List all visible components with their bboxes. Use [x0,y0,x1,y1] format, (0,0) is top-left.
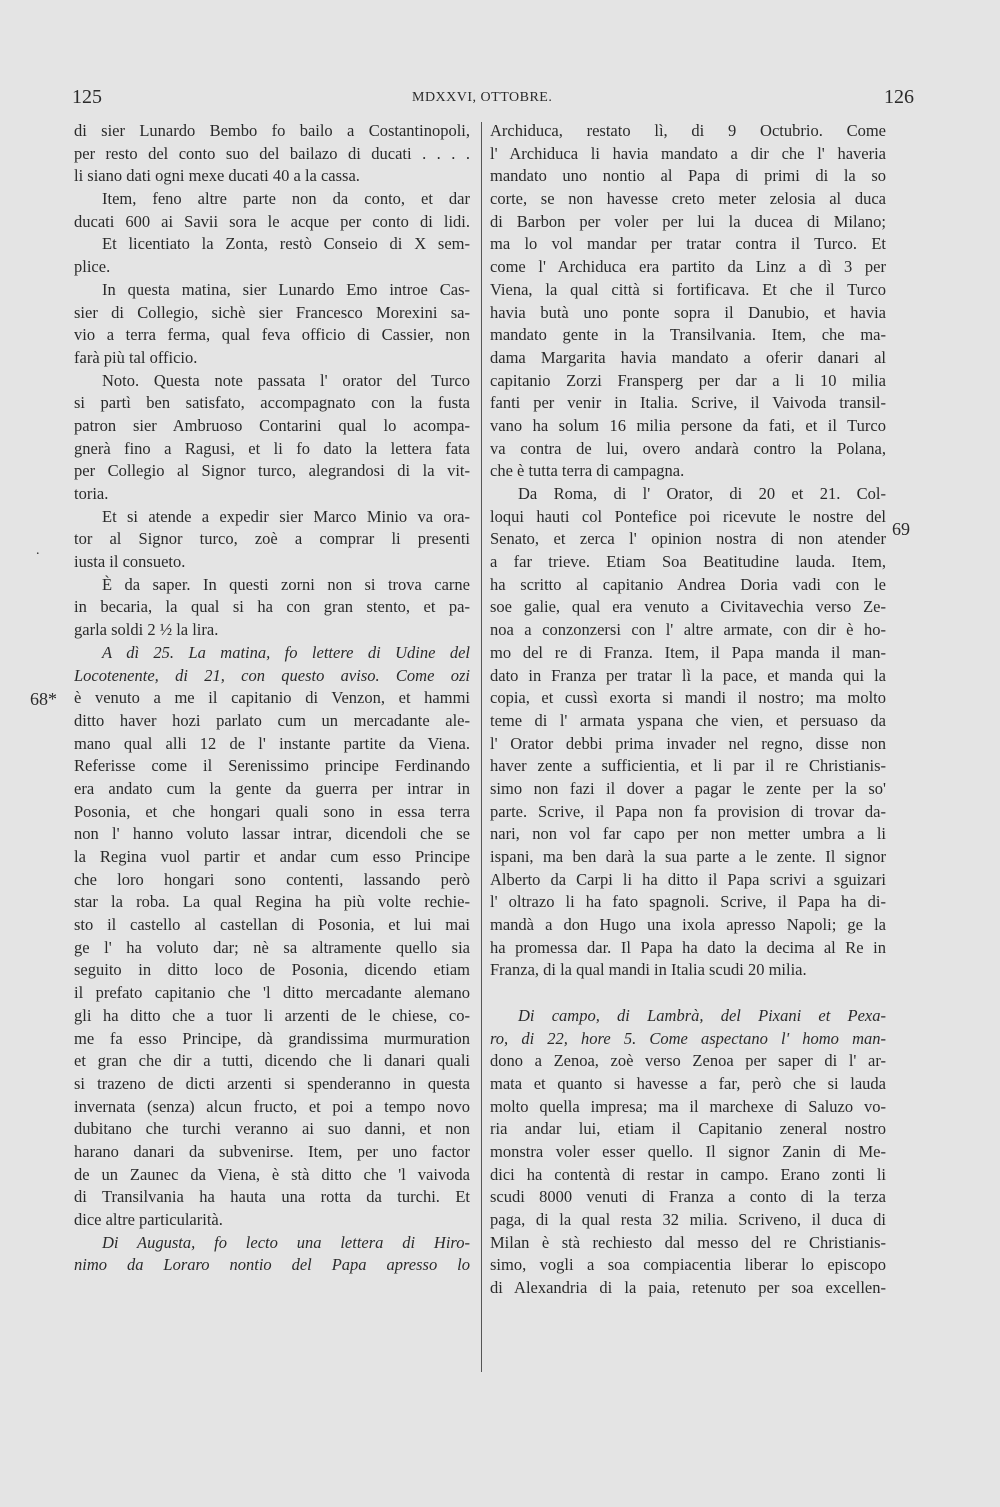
text-line: ispani, ma ben darà la sua parte a le zente. Il signor [490,847,886,866]
text-line: di Barbon per voler per lui la ducea di Milano; [490,211,886,231]
text-line: In questa matina, sier Lunardo Emo introe Cas- [102,279,470,299]
margin-dot: . [36,543,40,558]
text-line: ria andar lui, etiam il Capitanio zeneral nostro [490,1119,886,1139]
text-line: monstra voler esser quello. Il signor Zanin di Me- [490,1141,886,1161]
text-line: si partì ben satisfato, accompagnato con la fusta [74,393,470,413]
text-line: Alberto da Carpi li ha ditto il Papa scrivi a sguizari [490,869,886,889]
text-line: soe galie, qual era venuto a Civitavechia verso Ze- [490,597,886,617]
text-line: patron sier Ambruoso Contarini qual lo acompa- [74,415,470,435]
text-line: Archiduca, restato lì, di 9 Octubrio. Come [490,121,886,140]
text-line: Locotenente, di 21, con questo aviso. Come ozi [74,665,470,685]
text-line: dato in Franza per tratar lì la pace, et manda qui la [490,665,886,685]
text-line: farà più tal officio. [74,347,198,367]
text-line: l' Orator debbi prima invader nel regno, disse non [490,733,886,753]
text-line: di sier Lunardo Bembo fo bailo a Costantinopoli, [74,121,470,140]
text-line: ma lo vol mandar per tratar contra il Turco. Et [490,234,886,254]
margin-number-right: 69 [892,519,910,539]
text-line: era andato cum la gente da guerra per intrar in [74,778,470,798]
text-line: invernata (senza) alcun fructo, et poi a tempo novo [74,1096,470,1116]
text-line: de un Zaunec da Viena, è stà ditto che 'l vaivoda [74,1164,470,1184]
text-line: che loro hongari sono contenti, lassando però [74,869,470,889]
text-line: molto quella impresa; ma il marchexe di Saluzo vo- [490,1096,886,1116]
column-divider [481,122,482,1372]
text-line: simo, vogli a soa compiacentia liberar lo episcopo [490,1255,886,1275]
text-line: noa a conzonzersi con l' altre armate, con dir è ho- [490,620,886,640]
text-line: dama Margarita havia mandato a oferir danari al [490,347,886,367]
text-line: come l' Archiduca era partito da Linz a dì 3 per [490,257,886,277]
text-line: capitanio Zorzi Fransperg per dar a li 10 milia [490,370,886,390]
text-line: fanti per venir in Italia. Scrive, il Vaivoda transil- [490,393,886,413]
text-line: l' oltrazo li ha fato spagnoli. Scrive, il Papa ha di- [490,892,886,912]
text-line [490,982,886,1005]
margin-number-left: 68* [30,689,57,709]
text-line: l' Archiduca li havia mandato a dir che l' haveria [490,143,886,163]
text-line: il prefato capitanio che 'l ditto mercadante alemano [74,983,470,1003]
text-line: Senato, et zerca l' opinion nostra di non atender [490,529,886,549]
text-line: parte. Scrive, il Papa non fa provision di trovar da- [490,801,886,821]
text-line: di Alexandria di la paia, retenuto per soa excellen- [490,1278,886,1298]
text-line: dubitano che turchi veranno ai suo danni, et non [74,1119,470,1139]
text-line: paga, di la qual resta 32 milia. Scriveno, il duca di [490,1210,886,1229]
text-line: per Collegio al Signor turco, alegrandosi di la vit- [74,461,470,481]
text-line: sier di Collegio, sichè sier Francesco Morexini sa- [74,302,470,322]
text-line: tor al Signor turco, zoè a comprar li presenti [74,529,470,549]
right-page-number: 126 [884,86,914,108]
text-line: vano ha solum 16 milia persone da fati, et il Turco [490,415,886,435]
text-line: iusta il consueto. [74,552,186,572]
text-line: plice. [74,257,111,277]
text-line: nimo da Loraro nontio del Papa apresso lo [74,1255,470,1275]
text-line: ge l' ha voluto dar; nè sa altramente quello sia [74,937,470,957]
text-line: mandà a don Hugo una ixola apresso Napoli; ge la [490,915,886,935]
text-line: di Transilvania ha hauta una rotta da turchi. Et [74,1187,470,1207]
text-line: ha scritto al capitanio Andrea Doria vadi con le [490,574,886,594]
text-line: Da Roma, di l' Orator, di 20 et 21. Col- [518,484,886,503]
text-line: et gran che dir a tutti, dicendo che li danari quali [74,1051,470,1071]
left-column [74,120,470,1277]
text-line: nari, non vol far capo per non metter umbra a li [490,824,886,844]
text-line: non l' hanno voluto lassar intrar, dicendoli che se [74,824,470,844]
text-line: che è tutta terra di campagna. [490,461,685,481]
text-line: Noto. Questa note passata l' orator del Turco [102,370,470,390]
text-line: Posonia, et che hongari quali sono in essa terra [74,801,470,821]
text-line: mandato uno nontio al Papa di primi di la so [490,166,886,186]
text-line: la Regina vuol partir et andar cum esso Principe [74,847,470,866]
text-line: scudi 8000 venuti di Franza a conto di la terza [490,1187,886,1207]
text-line: li siano dati ogni mexe ducati 40 a la cassa. [74,166,360,186]
text-line: sto il castello al castellan di Posonia, et lui mai [74,915,470,935]
text-line: Et si atende a expedir sier Marco Minio va ora- [102,506,470,526]
text-line: Viena, la qual città si fortificava. Et che il Turco [490,279,886,299]
text-line: A dì 25. La matina, fo lettere di Udine del [102,642,470,662]
text-line: teme di l' armata yspana che vien, et persuaso da [490,710,886,730]
text-line: mo del re di Franza. Item, il Papa manda il man- [490,642,886,662]
text-line: è venuto a me il capitanio di Venzon, et hammi [74,688,470,708]
text-line: va contra de lui, overo andarà contro la Polana, [490,438,886,458]
text-line: ditto haver hozi parlato cum un mercadante ale- [74,710,470,730]
right-column [490,120,886,1300]
text-line: Item, feno altre parte non da conto, et dar [102,189,470,209]
text-line: garla soldi 2 ½ la lira. [74,620,219,640]
text-line: mandato gente in la Transilvania. Item, che ma- [490,325,886,345]
text-line: vio a terra ferma, qual feva officio di Cassier, non [74,325,470,345]
text-line: corte, se non havesse creto meter zelosia al duca [490,189,886,209]
text-line: gli ha ditto che a tuor li arzenti de le chiese, co- [74,1005,470,1025]
text-line: dici ha contentà di restar in campo. Erano zonti li [490,1164,886,1184]
page-header [0,86,1000,116]
text-line: dono a Zenoa, zoè verso Zenoa per saper di l' ar- [490,1051,886,1071]
text-line: per resto del conto suo del bailazo di ducati . . . . [74,143,470,163]
text-line: Di Augusta, fo lecto una lettera di Hiro- [102,1232,470,1252]
text-line: haver zente a sufficientia, et li par il re Christianis- [490,756,886,776]
text-line: mata et quanto si havesse a far, però che si lauda [490,1073,886,1093]
text-line: copia, et cussì exorta si mandi il nostro; ma molto [490,688,886,708]
left-page-number: 125 [72,86,102,108]
text-line: ha promessa dar. Il Papa ha dato la decima al Re in [490,937,886,957]
text-line: gnerà fino a Ragusi, et li fo dato la lettera fata [74,438,470,458]
text-line: havia butà uno ponte sopra il Danubio, et havia [490,302,886,322]
text-line: Franza, di la qual mandi in Italia scudi 20 milia. [490,960,807,980]
text-line: ro, di 22, hore 5. Come aspectano l' homo man- [490,1028,886,1048]
text-line: seguito in ditto loco de Posonia, dicendo etiam [74,960,470,980]
text-line: loqui hauti col Pontefice poi ricevute le nostre del [490,506,886,526]
running-title: MDXXVI, OTTOBRE. [412,90,553,105]
text-line: simo non fazi il dover a pagar le zente per la so' [490,778,886,798]
text-line: È da saper. In questi zorni non si trova carne [102,574,470,594]
text-line: Referisse come il Serenissimo principe Ferdinando [74,756,470,776]
text-line: Et licentiato la Zonta, restò Conseio di X sem- [102,234,470,254]
text-line: si trazeno de dicti arzenti si spenderanno in questa [74,1073,470,1093]
text-line: harano danari da subvenirse. Item, per uno factor [74,1141,470,1161]
text-line: mano qual alli 12 de l' instante partite da Viena. [74,733,470,753]
text-line: Milan è stà rechiesto dal messo del re Christianis- [490,1232,886,1252]
text-line: ducati 600 ai Savii sora le acque per conto di lidi. [74,211,470,231]
text-line: toria. [74,484,109,503]
text-line: star la roba. La qual Regina ha più volte rechie- [74,892,470,912]
text-line: me fa esso Principe, dà grandissima murmuration [74,1028,470,1048]
text-line: dice altre particularità. [74,1210,223,1229]
text-line: in becaria, la qual si ha con gran stento, et pa- [74,597,470,617]
text-line: a far trieve. Etiam Soa Beatitudine lauda. Item, [490,552,886,572]
text-line: Di campo, di Lambrà, del Pixani et Pexa- [518,1005,886,1025]
